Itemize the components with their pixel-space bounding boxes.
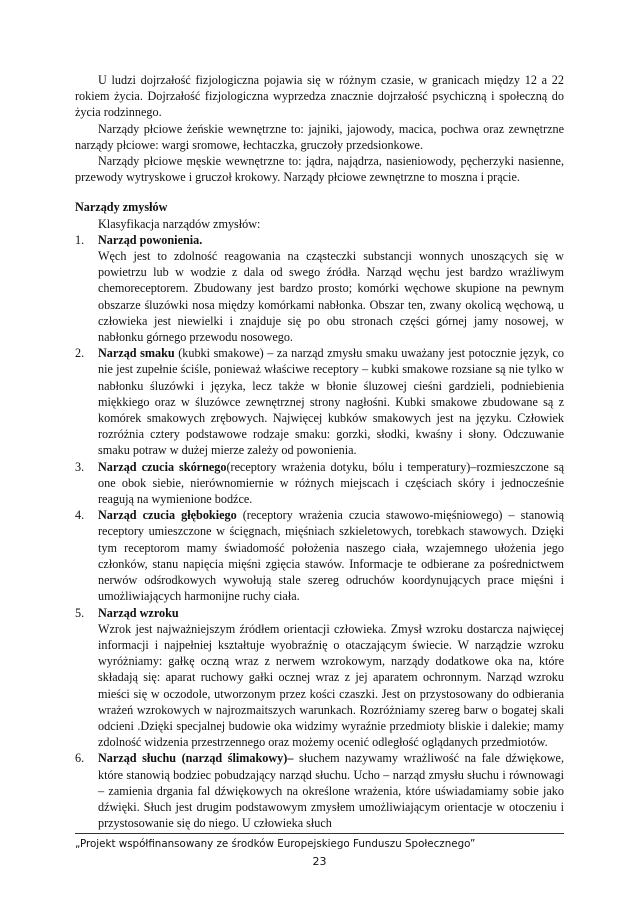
paragraph: Narządy płciowe męskie wewnętrzne to: jądra, najądrza, nasieniowody, pęcherzyki nasienne, przewody wytryskowe i gruczoł krokowy. Narządy płciowe zewnętrzne to moszna i prącie.: [75, 154, 564, 185]
list-item: [75, 232, 564, 345]
list-item-title: Narząd wzroku: [98, 605, 179, 620]
list-item: [75, 345, 564, 458]
sense-organs-list: [75, 232, 564, 832]
list-item-text: Węch jest to zdolność reagowania na cząsteczki substancji wonnych unoszących się w powietrzu lub w wodzie z dala od swego źródła. Narząd węchu jest bardzo wrażliwym chemoreceptorem. Zbudowany jest bardzo prosto; komórki węchowe skupione na pewnym obszarze śluzówki nosa między komórkami nabłonka. Obszar ten, zwany okolicą węchową, u człowieka jest niewielki i znajduje się po obu stronach części górnej jamy nosowej, w nabłonku górnego przewodu nosowego.: [98, 249, 564, 345]
list-item-title: Narząd czucia skórnego: [98, 459, 227, 474]
list-item-inline-text: (receptory wrażenia czucia stawowo-mięśniowego) – stanowią receptory umieszczone w ścięgnach, mięśniach szkieletowych, torebkach stawowych. Dzięki tym receptorom mamy świadomość położenia naszego ciała, wzajemnego ułożenia jego członków, stanu napięcia mięśni zgięcia stawów. Informacje te odbierane za pośrednictwem nerwów odśrodkowych wywołują stale szereg odruchów koordynujących prace mięśni i umożliwiających harmonijne ruchy ciała.: [98, 508, 564, 604]
footer-text: „Projekt współfinansowany ze środków Europejskiego Funduszu Społecznego”: [75, 838, 476, 850]
list-item-inline-text: (receptory wrażenia dotyku, bólu i temperatury)–rozmieszczone są one obok siebie, nierównomiernie w różnych miejscach i częściach skóry i jednocześnie reagują na wymienione bodźce.: [98, 459, 564, 507]
list-item-title: Narząd smaku: [98, 346, 175, 361]
list-item: [75, 750, 564, 831]
footer-divider: [75, 833, 564, 834]
list-item: [75, 507, 564, 604]
list-number: 4.: [75, 508, 85, 523]
list-number: 1.: [75, 232, 85, 247]
page-number: 23: [312, 855, 327, 868]
document-body: [75, 72, 564, 831]
list-item: [75, 605, 564, 751]
list-item-title: Narząd czucia głębokiego: [98, 508, 237, 523]
list-item-inline-text: słuchem nazywamy wrażliwość na fale dźwiękowe, które stanowią bodziec pobudzający narząd słuchu. Ucho – narząd zmysłu słuchu i równowagi – zamienia drgania fal dźwiękowych na określone wrażenia, które uświadamiamy sobie jako dźwięki. Słuch jest drugim podstawowym zmysłem umożliwiającym orientacje w otoczeniu i przystosowanie się do niego. U człowieka słuch: [98, 751, 564, 831]
list-item-text: Wzrok jest najważniejszym źródłem orientacji człowieka. Zmysł wzroku dostarcza najwięcej informacji i najpełniej kształtuje wyobraźnię o otaczającym świecie. W narządzie wzroku wyróżniamy: gałkę oczną wraz z nerwem wzrokowym, narządy dodatkowe oka na, które składają się: aparat ruchowy gałki ocznej wraz z jej aparatem ochronnym. Narząd wzroku mieści się w oczodole, utworzonym przez kości czaszki. Jest on przystosowany do odbierania wrażeń wzrokowych w najrozmaitszych warunkach. Rozróżniamy szereg barw o bogatej skali odcieni .Dzięki specjalnej budowie oka widzimy wyraźnie przedmioty bliskie i dalekie; mamy zdolność widzenia przestrzennego oraz możemy ocenić odległość oglądanych przedmiotów.: [98, 621, 564, 750]
list-number: 2.: [75, 346, 85, 361]
section-heading: Narządy zmysłów: [75, 200, 168, 215]
list-number: 6.: [75, 751, 85, 766]
list-number: 3.: [75, 459, 85, 474]
paragraph: U ludzi dojrzałość fizjologiczna pojawia się w różnym czasie, w granicach między 12 a 22 rokiem życia. Dojrzałość fizjologiczna wyprzedza znacznie dojrzałość psychiczną i społeczną do życia rodzinnego.: [75, 73, 564, 120]
paragraph: Narządy płciowe żeńskie wewnętrzne to: jajniki, jajowody, macica, pochwa oraz zewnętrzne narządy płciowe: wargi sromowe, łechtaczka, gruczoły przedsionkowe.: [75, 121, 564, 152]
list-number: 5.: [75, 605, 85, 620]
list-item-title: Narząd powonienia.: [98, 232, 203, 247]
list-item: [75, 459, 564, 508]
list-item-title: Narząd słuchu (narząd ślimakowy)–: [98, 751, 294, 766]
list-item-inline-text: (kubki smakowe) – za narząd zmysłu smaku uważany jest potocznie język, co nie jest zupełnie ściśle, ponieważ właściwe receptory – kubki smakowe rozsiane są nie tylko w nabłonku śluzówki i języka, lecz także w błonie śluzowej cieśni gardzieli, podniebienia miękkiego oraz w śluzówce zewnętrznej strony nagłośni. Kubki smakowe zbudowane są z komórek smakowych zrębowych. Najwięcej kubków smakowych jest na języku. Człowiek rozróżnia cztery podstawowe rodzaje smaku: gorzki, słodki, kwaśny i słony. Odczuwanie smaku potraw w dużej mierze zależy od powonienia.: [98, 346, 564, 458]
section-intro: Klasyfikacja narządów zmysłów:: [98, 216, 261, 231]
